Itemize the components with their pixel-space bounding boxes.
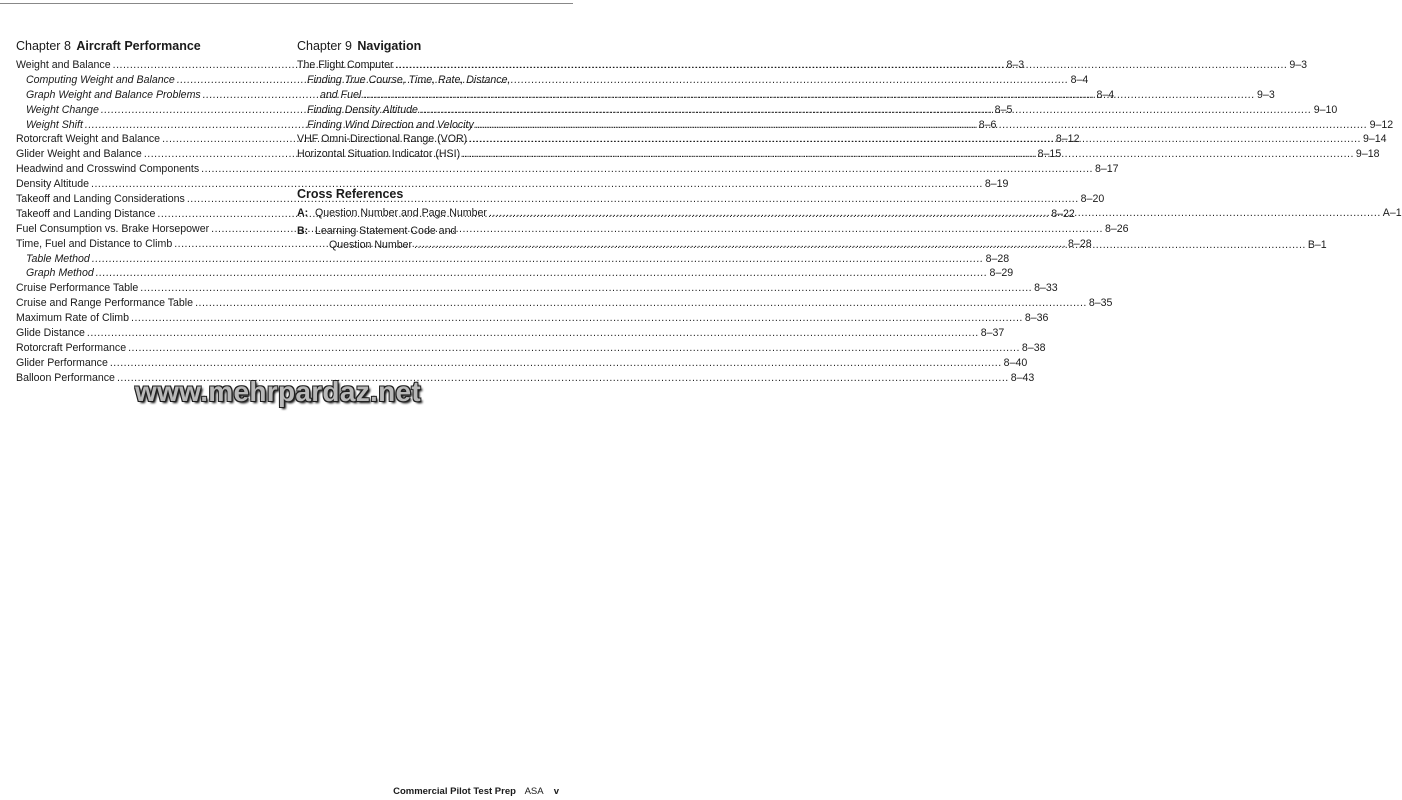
toc-entry-label: VHF Omni-Directional Range (VOR) — [297, 133, 468, 146]
toc-entry-label: Computing Weight and Balance — [26, 73, 175, 86]
toc-entry-label: Table Method — [26, 252, 90, 265]
toc-entry[interactable] — [16, 252, 1010, 267]
chapter-9-heading — [297, 38, 560, 54]
toc-entry-label: The Flight Computer — [297, 59, 394, 71]
toc-entry-label: Takeoff and Landing Distance — [16, 207, 156, 220]
toc-entry-page: 9–14 — [1362, 133, 1387, 146]
toc-entry-label: Rotorcraft Performance — [16, 341, 127, 354]
toc-entry-page: 8–26 — [1104, 222, 1129, 235]
toc-entry-label: Time, Fuel and Distance to Climb — [16, 237, 173, 250]
toc-entry-page: 8–29 — [989, 267, 1014, 280]
toc-entry-page: 9–3 — [1289, 59, 1308, 71]
leader-dots — [110, 356, 1002, 371]
toc-entry-label: Takeoff and Landing Considerations — [16, 193, 185, 206]
toc-entry-page: 9–3 — [1257, 88, 1275, 101]
leader-dots — [363, 88, 1255, 103]
toc-entry-label: Horizontal Situation Indicator (HSI) — [297, 148, 461, 161]
toc-entry-true-course-line1[interactable]: Finding True Course, Time, Rate, Distance, — [307, 73, 511, 86]
chapter-8-label: Chapter 8 — [16, 39, 71, 53]
toc-entry-page: 8–33 — [1034, 282, 1058, 295]
leader-dots — [489, 206, 1381, 221]
leader-dots — [96, 266, 988, 281]
toc-entry[interactable] — [16, 162, 1119, 177]
cross-reference-label-line2: Question Number — [329, 239, 413, 252]
toc-entry-label: Density Altitude — [16, 178, 90, 191]
leader-dots — [420, 103, 1312, 118]
cross-reference-page: B–1 — [1307, 239, 1327, 252]
toc-entry-page: 8–19 — [984, 178, 1009, 191]
toc-entry-label: Glider Weight and Balance — [16, 148, 142, 161]
toc-entry-page: 8–20 — [1080, 193, 1105, 206]
toc-entry[interactable] — [16, 341, 1046, 356]
leader-dots — [128, 341, 1020, 356]
toc-entry-label: Glider Performance — [16, 356, 108, 369]
chapter-9-label: Chapter 9 — [297, 39, 352, 53]
chapter-8-heading — [16, 38, 278, 54]
toc-entry-page: 8–43 — [1010, 371, 1035, 384]
top-rule — [0, 3, 573, 4]
toc-entry-label: Finding Density Altitude — [307, 103, 418, 116]
toc-entry-page: 8–12 — [1055, 133, 1080, 146]
chapter-9-title: Navigation — [357, 39, 422, 53]
toc-entry-page: 8–4 — [1070, 73, 1089, 86]
toc-entry-page: 9–18 — [1355, 148, 1380, 161]
toc-entry-label: Rotorcraft Weight and Balance — [16, 133, 161, 146]
toc-entry-page: 8–28 — [985, 252, 1010, 265]
leader-dots — [140, 281, 1032, 296]
leader-dots — [462, 147, 1354, 162]
toc-entry-page: 8–28 — [1068, 237, 1092, 250]
toc-entry-page: 8–38 — [1021, 341, 1046, 354]
leader-dots — [92, 252, 984, 267]
leader-dots — [469, 132, 1361, 147]
footer-page-number: v — [553, 786, 559, 797]
toc-entry[interactable] — [16, 356, 1028, 371]
toc-entry-label: Cruise Performance Table — [16, 282, 139, 295]
toc-entry-page: 8–40 — [1003, 356, 1028, 369]
toc-entry-label: Weight Change — [26, 103, 99, 116]
toc-entry-page: 8–5 — [994, 103, 1013, 116]
toc-entry[interactable] — [16, 266, 1014, 281]
cross-reference-page: A–1 — [1382, 207, 1402, 220]
leader-dots — [414, 238, 1306, 253]
leader-dots — [195, 296, 1087, 311]
toc-entry-page: 8–6 — [978, 118, 997, 131]
toc-entry-page: 8–4 — [1096, 88, 1115, 101]
toc-entry-label: and Fuel — [320, 88, 362, 101]
watermark-text: www.mehrpardaz.net — [135, 376, 421, 407]
toc-entry-page: 8–22 — [1051, 207, 1075, 220]
cross-reference-key: A: — [297, 207, 309, 220]
cross-reference-key: B: — [297, 224, 309, 237]
toc-entry-label: Weight and Balance — [16, 59, 111, 71]
leader-dots — [476, 118, 1368, 133]
toc-entry[interactable] — [16, 281, 1058, 296]
leader-dots — [87, 326, 979, 341]
toc-entry-label: Maximum Rate of Climb — [16, 312, 130, 325]
toc-entry-page: 8–36 — [1024, 312, 1049, 325]
leader-dots — [396, 58, 1288, 73]
toc-entry-label: Weight Shift — [26, 118, 83, 131]
toc-entry-label: Graph Method — [26, 267, 94, 280]
toc-entry-label: Cruise and Range Performance Table — [16, 297, 194, 310]
footer-book-title: Commercial Pilot Test Prep — [393, 786, 516, 797]
chapter-8-title: Aircraft Performance — [76, 39, 201, 53]
toc-entry-page: 9–10 — [1313, 103, 1338, 116]
leader-dots — [131, 311, 1023, 326]
toc-entry-label: Headwind and Crosswind Components — [16, 163, 200, 176]
toc-entry[interactable] — [16, 311, 1049, 326]
toc-entry-label: Finding Wind Direction and Velocity — [307, 118, 474, 131]
toc-entry-label: Balloon Performance — [16, 371, 115, 384]
toc-entry-page: 9–12 — [1369, 118, 1394, 131]
toc-entry-page: 8–35 — [1088, 297, 1113, 310]
toc-entry[interactable] — [16, 296, 1113, 311]
page-footer — [393, 786, 559, 797]
toc-entry[interactable] — [16, 326, 1005, 341]
footer-publisher: ASA — [524, 786, 544, 797]
toc-entry-label: Graph Weight and Balance Problems — [26, 88, 201, 101]
toc-entry-label: Glide Distance — [16, 327, 85, 340]
toc-entry-page: 8–17 — [1094, 163, 1119, 176]
cross-reference-label: Question Number and Page Number — [315, 207, 487, 220]
cross-references-heading: Cross References — [297, 187, 404, 202]
toc-entry-label: Fuel Consumption vs. Brake Horsepower — [16, 222, 210, 235]
toc-entry-page: 8–37 — [980, 327, 1005, 340]
cross-reference-label-line1: Learning Statement Code and — [315, 224, 457, 237]
toc-entry[interactable] — [16, 177, 1009, 192]
toc-entry-page: 8–3 — [1006, 59, 1025, 71]
toc-entry-page: 8–15 — [1037, 148, 1062, 161]
